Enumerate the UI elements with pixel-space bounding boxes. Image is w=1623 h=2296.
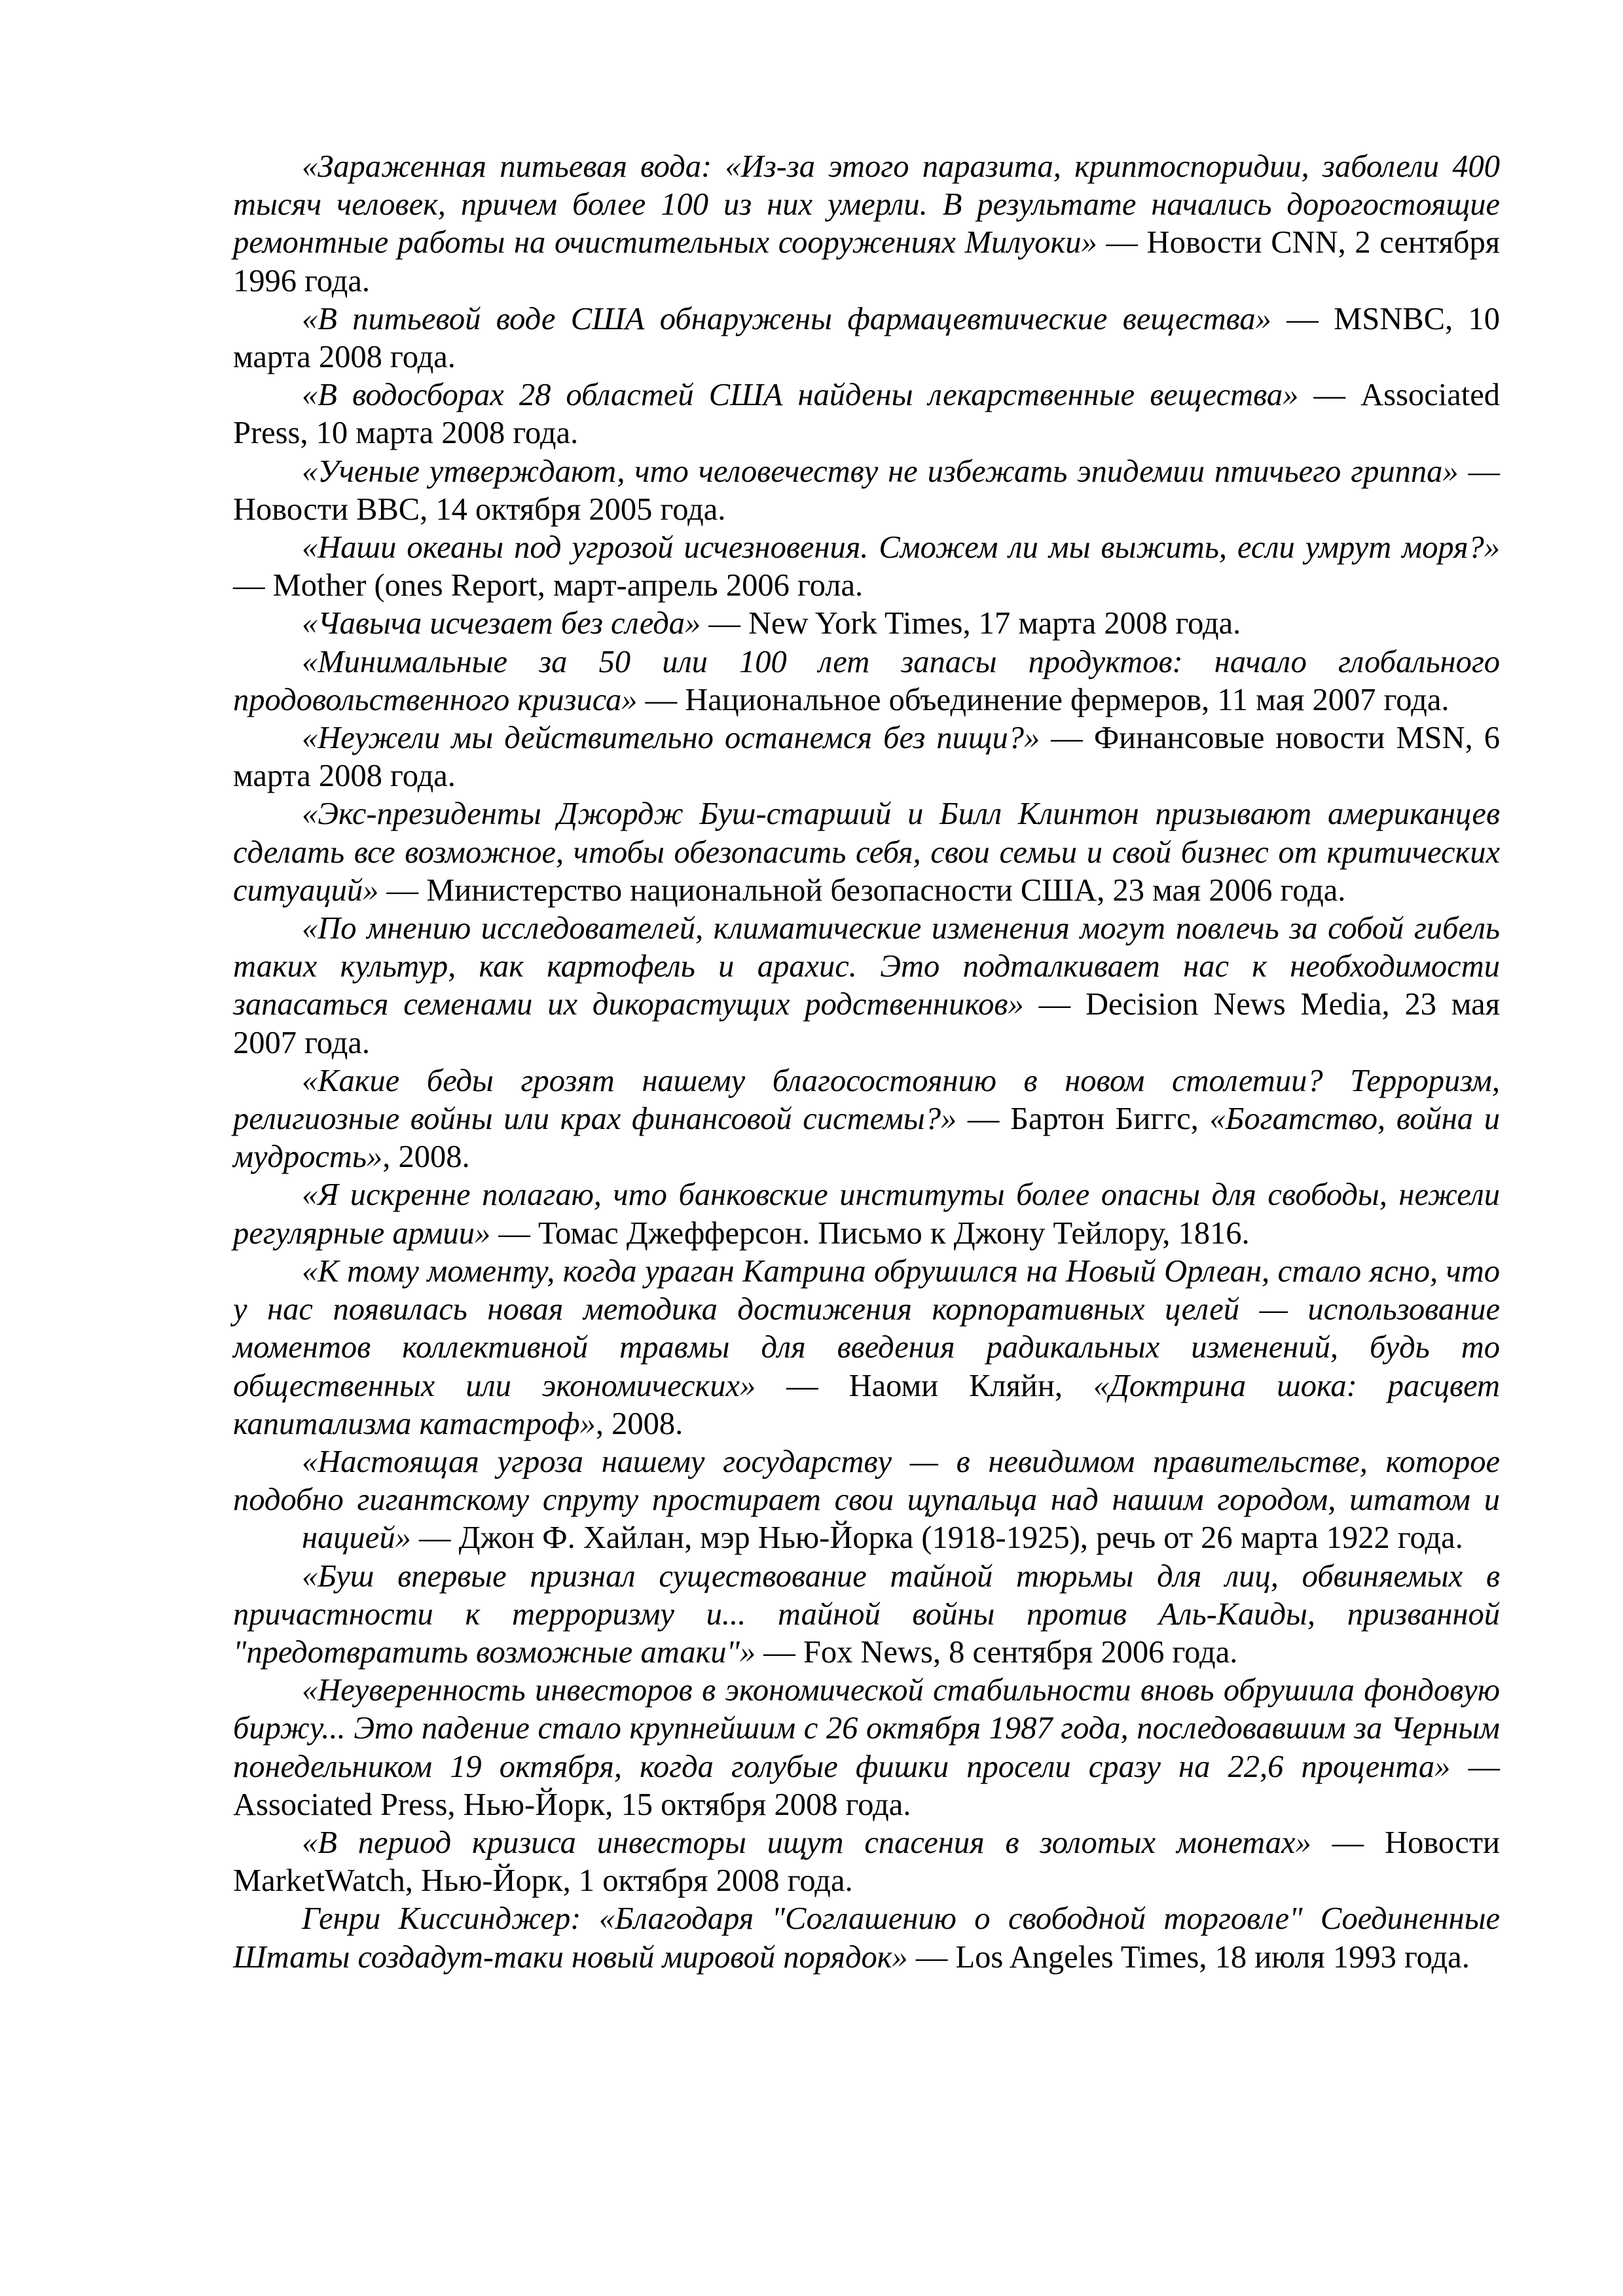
quote-source: — Associated Press, Нью-Йорк, 15 октября 2008 года. (233, 1749, 1501, 1822)
quote-text: «В период кризиса инвесторы ищут спасения в золотых монетах» (302, 1825, 1311, 1860)
quote-text: «В питьевой воде США обнаружены фармацевтические вещества» (302, 301, 1271, 336)
quote-source: — Новости MarketWatch, Нью-Йорк, 1 октября 2008 года. (233, 1825, 1500, 1899)
quote-text: «Ученые утверждают, что человечеству не избежать эпидемии птичьего гриппа» (302, 454, 1459, 489)
quote-text: «К тому моменту, когда ураган Катрина обрушился на Новый Орлеан, стало ясно, что у нас появилась новая методика достижения корпоративных целей — использование моментов коллективной травмы для введения радикальных изменений, будь то общественных или экономических» (233, 1253, 1500, 1403)
quote-source: — Наоми Кляйн, (756, 1368, 1093, 1403)
quote-paragraph (233, 529, 1500, 605)
quote-paragraph (233, 1672, 1500, 1824)
quote-paragraph (233, 1443, 1500, 1519)
quote-source: — New York Times, 17 марта 2008 года. (701, 606, 1241, 641)
quote-paragraph (233, 719, 1500, 795)
quote-source: — Associated Press, 10 марта 2008 года. (233, 378, 1500, 451)
quote-paragraph (233, 376, 1500, 452)
quote-text: «Неуверенность инвесторов в экономической стабильности вновь обрушила фондовую биржу... Это падение стало крупнейшим с 26 октября 1987 года, последовавшим за Черным понедельником 19 октября, когда голубые фишки просели сразу на 22,6 процента» (233, 1673, 1500, 1784)
quote-source-year: , 2008. (382, 1139, 470, 1175)
quote-source: — Новости BBC, 14 октября 2005 года. (233, 454, 1500, 527)
quote-text: нацией» (302, 1520, 411, 1556)
quote-paragraph (233, 300, 1500, 376)
quote-text: Генри Киссинджер: «Благодаря "Соглашению о свободной торговле" Соединенные Штаты создадут-таки новый мировой порядок» (233, 1901, 1500, 1975)
quote-text: «Чавыча исчезает без следа» (302, 606, 701, 641)
quote-paragraph (233, 1558, 1500, 1672)
quote-text: «Настоящая угроза нашему государству — в невидимом правительстве, которое подобно гигантскому спруту простирает свои щупальца над нашим городом, штатом и (233, 1444, 1500, 1518)
quote-text: «Я искренне полагаю, что банковские институты более опасны для свободы, нежели регулярные армии» (233, 1177, 1500, 1251)
quote-source: — Fox News, 8 сентября 2006 года. (756, 1634, 1238, 1670)
book-title: «Доктрина шока: расцвет капитализма катастроф» (233, 1368, 1500, 1441)
quote-text: «Буш впервые признал существование тайной тюрьмы для лиц, обвиняемых в причастности к терроризму и... тайной войны против Аль-Каиды, призванной "предотвратить возможные атаки"» (233, 1558, 1500, 1670)
quote-text: «Зараженная питьевая вода: «Из-за этого паразита, криптоспоридии, заболели 400 тысяч человек, причем более 100 из них умерли. В результате начались дорогостоящие ремонтные работы на очистительных сооружениях Милуоки» (233, 149, 1500, 260)
quote-text: «Какие беды грозят нашему благосостоянию в новом столетии? Терроризм, религиозные войны или крах финансовой системы?» (233, 1063, 1500, 1137)
quote-paragraph (233, 1062, 1500, 1177)
quote-text: «Экс-президенты Джордж Буш-старший и Билл Клинтон призывают американцев сделать все возможное, чтобы обезопасить себя, свои семьи и свой бизнес от критических ситуаций» (233, 797, 1500, 908)
quote-source: — Джон Ф. Хайлан, мэр Нью-Йорка (1918-1925), речь от 26 марта 1922 года. (410, 1520, 1463, 1556)
quote-paragraph (233, 453, 1500, 529)
quote-paragraph (233, 1176, 1500, 1252)
quote-paragraph (233, 1519, 1500, 1557)
quote-paragraph (233, 795, 1500, 910)
quote-paragraph (233, 1900, 1500, 1976)
book-title: «Богатство, война и мудрость» (233, 1102, 1500, 1175)
quote-text: «Минимальные за 50 или 100 лет запасы продуктов: начало глобального продовольственного кризиса» (233, 644, 1500, 717)
quote-paragraph (233, 1253, 1500, 1443)
quote-text: «По мнению исследователей, климатические изменения могут повлечь за собой гибель таких культур, как картофель и арахис. Это подталкивает нас к необходимости запасаться семенами их дикорастущих родственников» (233, 911, 1500, 1022)
quote-source: — Los Angeles Times, 18 июля 1993 года. (907, 1939, 1470, 1975)
quote-text: «Наши океаны под угрозой исчезновения. Сможем ли мы выжить, если умрут моря?» (302, 530, 1500, 565)
quote-source: — Финансовые новости MSN, 6 марта 2008 года. (233, 721, 1500, 794)
quote-source: — Mother (ones Report, март-апрель 2006 гола. (233, 568, 864, 603)
quote-paragraph (233, 605, 1500, 643)
quote-text: «В водосборах 28 областей США найдены лекарственные вещества» (302, 378, 1299, 413)
quote-paragraph (233, 148, 1500, 300)
quote-text: «Неужели мы действительно останемся без пищи?» (302, 721, 1040, 756)
quote-source: — Министерство национальной безопасности США, 23 мая 2006 года. (378, 872, 1346, 908)
quote-paragraph (233, 1824, 1500, 1900)
quote-source: — Национальное объединение фермеров, 11 мая 2007 года. (637, 682, 1450, 717)
document-page (233, 148, 1500, 1977)
quote-source: — Бартон Биггс, (957, 1102, 1210, 1137)
quote-paragraph (233, 643, 1500, 719)
quote-source: — Томас Джефферсон. Письмо к Джону Тейлору, 1816. (490, 1215, 1250, 1251)
quote-source-year: , 2008. (595, 1406, 684, 1441)
quote-source: — Decision News Media, 23 мая 2007 года. (233, 987, 1501, 1060)
quote-source: — Новости CNN, 2 сентября 1996 года. (233, 225, 1500, 298)
quote-source: — MSNBC, 10 марта 2008 года. (233, 301, 1501, 375)
quote-paragraph (233, 910, 1500, 1062)
